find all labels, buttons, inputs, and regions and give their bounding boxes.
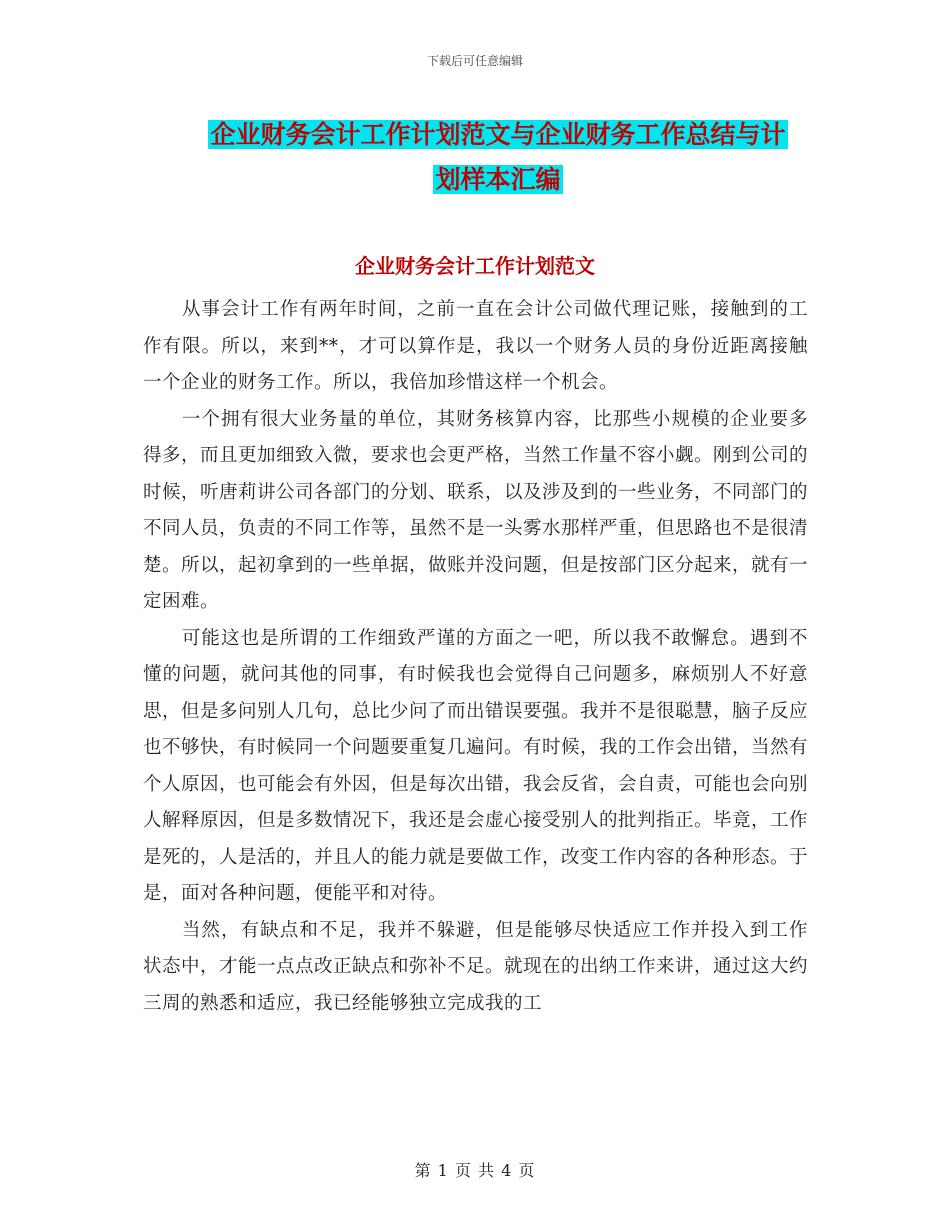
paragraph: 从事会计工作有两年时间，之前一直在会计公司做代理记账，接触到的工作有限。所以，来到**，才可以算作是，我以一个财务人员的身份近距离接触一个企业的财务工作。所以，我倍加珍惜这样一个机会。 — [143, 299, 808, 393]
document-body — [143, 292, 808, 1022]
paragraph: 一个拥有很大业务量的单位，其财务核算内容，比那些小规模的企业要多得多，而且更加细致入微，要求也会更严格，当然工作量不容小觑。刚到公司的时候，听唐莉讲公司各部门的分划、联系，以及涉及到的一些业务，不同部门的不同人员，负责的不同工作等，虽然不是一头雾水那样严重，但思路也不是很清楚。所以，起初拿到的一些单据，做账并没问题，但是按部门区分起来，就有一定困难。 — [143, 408, 809, 612]
section-heading: 企业财务会计工作计划范文 — [355, 254, 595, 278]
document-title — [188, 112, 808, 202]
page-number-footer: 第 1 页 共 4 页 — [414, 1161, 536, 1180]
paragraph: 可能这也是所谓的工作细致严谨的方面之一吧，所以我不敢懈怠。遇到不懂的问题，就问其他的同事，有时候我也会觉得自己问题多，麻烦别人不好意思，但是多问别人几句，总比少问了而出错误要强。我并不是很聪慧，脑子反应也不够快，有时候同一个问题要重复几遍问。有时候，我的工作会出错，当然有个人原因，也可能会有外因，但是每次出错，我会反省，会自责，可能也会向别人解释原因，但是多数情况下，我还是会虚心接受别人的批判指正。毕竟，工作是死的，人是活的，并且人的能力就是要做工作，改变工作内容的各种形态。于是，面对各种问题，便能平和对待。 — [143, 627, 809, 904]
document-title-line-2: 划样本汇编 — [435, 165, 561, 194]
paragraph: 当然，有缺点和不足，我并不躲避，但是能够尽快适应工作并投入到工作状态中，才能一点点改正缺点和弥补不足。就现在的出纳工作来讲，通过这大约三周的熟悉和适应，我已经能够独立完成我的工 — [143, 919, 809, 1014]
document-title-line-1: 企业财务会计工作计划范文与企业财务工作总结与计 — [210, 120, 786, 149]
page-header-note: 下载后可任意编辑 — [426, 54, 523, 68]
